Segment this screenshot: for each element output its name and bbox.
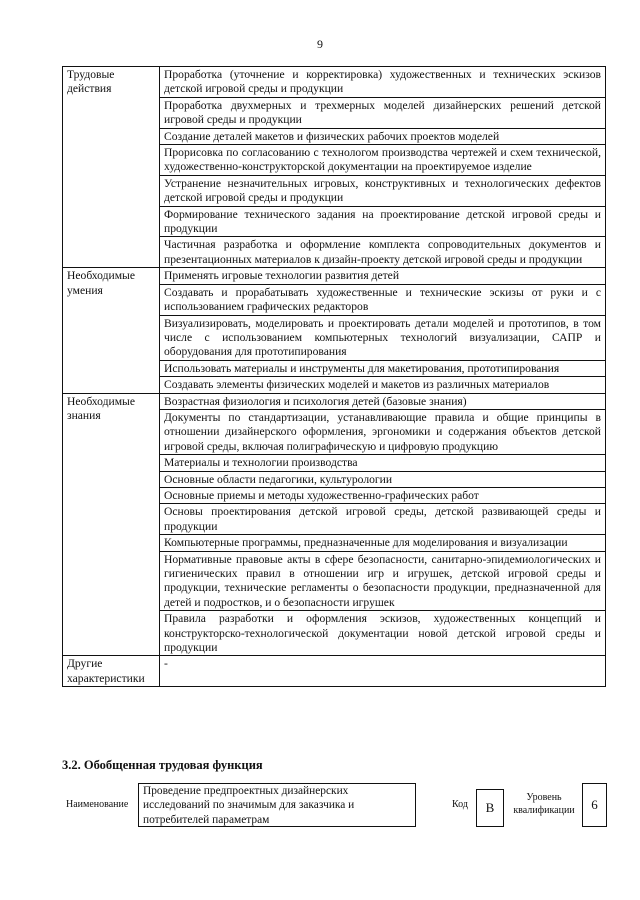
row-category: Другие характеристики xyxy=(63,656,160,687)
table-row xyxy=(63,67,606,98)
row-text: Визуализировать, моделировать и проектировать детали моделей и прототипов, в том числе с использованием компьютерных технологий визуализации, САПР и оборудования для прототипирования xyxy=(160,315,606,360)
qualification-level-value: 6 xyxy=(582,783,607,827)
section-title: 3.2. Обобщенная трудовая функция xyxy=(62,758,263,772)
row-text: Основные приемы и методы художественно-графических работ xyxy=(160,487,606,503)
table-row xyxy=(63,656,606,687)
row-text: Создавать элементы физических моделей и макетов из различных материалов xyxy=(160,377,606,393)
row-text: Основы проектирования детской игровой среды, детской развивающей среды и продукции xyxy=(160,504,606,535)
job-function-table xyxy=(62,66,606,687)
code-label: Код xyxy=(452,799,468,810)
row-text: Частичная разработка и оформление комплекта сопроводительных документов и презентационных материалов к дизайн-проекту детской игровой среды и продукции xyxy=(160,237,606,268)
page-number: 9 xyxy=(317,37,323,51)
row-category: Трудовые действия xyxy=(63,67,160,268)
row-text: Прорисовка по согласованию с технологом производства чертежей и схем технической, художественно-конструкторской документации на проектируемое изделие xyxy=(160,145,606,176)
table-row xyxy=(63,268,606,284)
name-label: Наименование xyxy=(66,799,129,810)
row-category: Необходимые умения xyxy=(63,268,160,393)
code-value: B xyxy=(476,789,504,827)
row-text: Проработка (уточнение и корректировка) художественных и технических эскизов детской игровой среды и продукции xyxy=(160,67,606,98)
row-text: Нормативные правовые акты в сфере безопасности, санитарно-эпидемиологических и гигиенических правил в отношении игр и игрушек, детской игровой среды и продукции, технические регламенты о безопасности продукции, предназначенной для детей и подростков, и о безопасности игрушек xyxy=(160,551,606,611)
row-text: Основные области педагогики, культурологии xyxy=(160,471,606,487)
row-category: Необходимые знания xyxy=(63,393,160,656)
row-text: Правила разработки и оформления эскизов, художественных концепций и конструкторско-технологической документации новой детской игровой среды и продукции xyxy=(160,611,606,656)
row-text: - xyxy=(160,656,606,687)
qualification-level-label: Уровень квалификации xyxy=(513,792,575,816)
row-text: Создание деталей макетов и физических рабочих проектов моделей xyxy=(160,128,606,144)
row-text: Устранение незначительных игровых, конструктивных и технологических дефектов детской игровой среды и продукции xyxy=(160,175,606,206)
row-text: Документы по стандартизации, устанавливающие правила и общие принципы в отношении дизайнерского оформления, эргономики и содержания объектов детской игровой среды, включая полиграфическую и цифровую продукцию xyxy=(160,409,606,454)
row-text: Формирование технического задания на проектирование детской игровой среды и продукции xyxy=(160,206,606,237)
row-text: Компьютерные программы, предназначенные для моделирования и визуализации xyxy=(160,535,606,551)
row-text: Проработка двухмерных и трехмерных моделей дизайнерских решений детской игровой среды и продукции xyxy=(160,97,606,128)
row-text: Создавать и прорабатывать художественные и технические эскизы от руки и с использованием графических редакторов xyxy=(160,284,606,315)
table-row xyxy=(63,393,606,409)
row-text: Материалы и технологии производства xyxy=(160,455,606,471)
name-value: Проведение предпроектных дизайнерских исследований по значимым для заказчика и потребителей параметрам xyxy=(138,783,416,827)
row-text: Применять игровые технологии развития детей xyxy=(160,268,606,284)
row-text: Возрастная физиология и психология детей (базовые знания) xyxy=(160,393,606,409)
row-text: Использовать материалы и инструменты для макетирования, прототипирования xyxy=(160,360,606,376)
